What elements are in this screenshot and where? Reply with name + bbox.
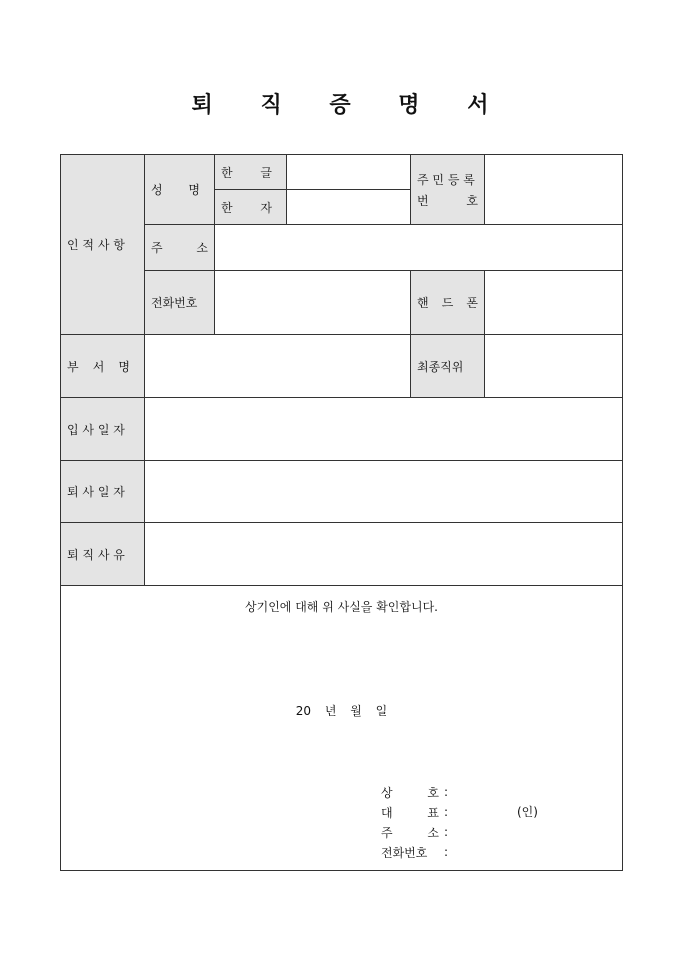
confirmation-text: 상기인에 대해 위 사실을 확인합니다. (245, 600, 438, 614)
signature-block (381, 782, 561, 862)
hanja-label: 한 자 (215, 190, 287, 225)
leave-reason-field[interactable] (145, 523, 623, 586)
certificate-form (60, 154, 623, 871)
rrn-field[interactable] (485, 155, 623, 225)
leave-date-label: 퇴 사 일 자 (61, 461, 145, 523)
hangul-label: 한 글 (215, 155, 287, 190)
leave-reason-label: 퇴 직 사 유 (61, 523, 145, 586)
phone-label: 전화번호 (145, 271, 215, 335)
address-label: 주 소 (145, 225, 215, 271)
department-label: 부 서 명 (61, 335, 145, 398)
address-field[interactable] (215, 225, 623, 271)
name-label: 성 명 (145, 155, 215, 225)
company-address-row: 주 소 : (381, 825, 449, 840)
final-position-field[interactable] (485, 335, 623, 398)
hire-date-label: 입 사 일 자 (61, 398, 145, 461)
hire-date-field[interactable] (145, 398, 623, 461)
leave-date-field[interactable] (145, 461, 623, 523)
seal-mark: (인) (517, 805, 538, 819)
rrn-label: 주 민 등 록 번 호 (411, 155, 485, 225)
mobile-label: 핸 드 폰 (411, 271, 485, 335)
company-phone-row: 전화번호 : (381, 845, 449, 860)
department-field[interactable] (145, 335, 411, 398)
representative-row: 대 표 : (381, 805, 449, 820)
document-title: 퇴 직 증 명 서 (191, 92, 509, 118)
hanja-name-field[interactable] (287, 190, 411, 225)
confirmation-section (61, 586, 623, 871)
date-line: 20 년 월 일 (295, 704, 388, 718)
phone-field[interactable] (215, 271, 411, 335)
hangul-name-field[interactable] (287, 155, 411, 190)
company-row: 상 호 : (381, 785, 449, 800)
personal-info-label: 인 적 사 항 (61, 155, 145, 335)
final-position-label: 최종직위 (411, 335, 485, 398)
mobile-field[interactable] (485, 271, 623, 335)
